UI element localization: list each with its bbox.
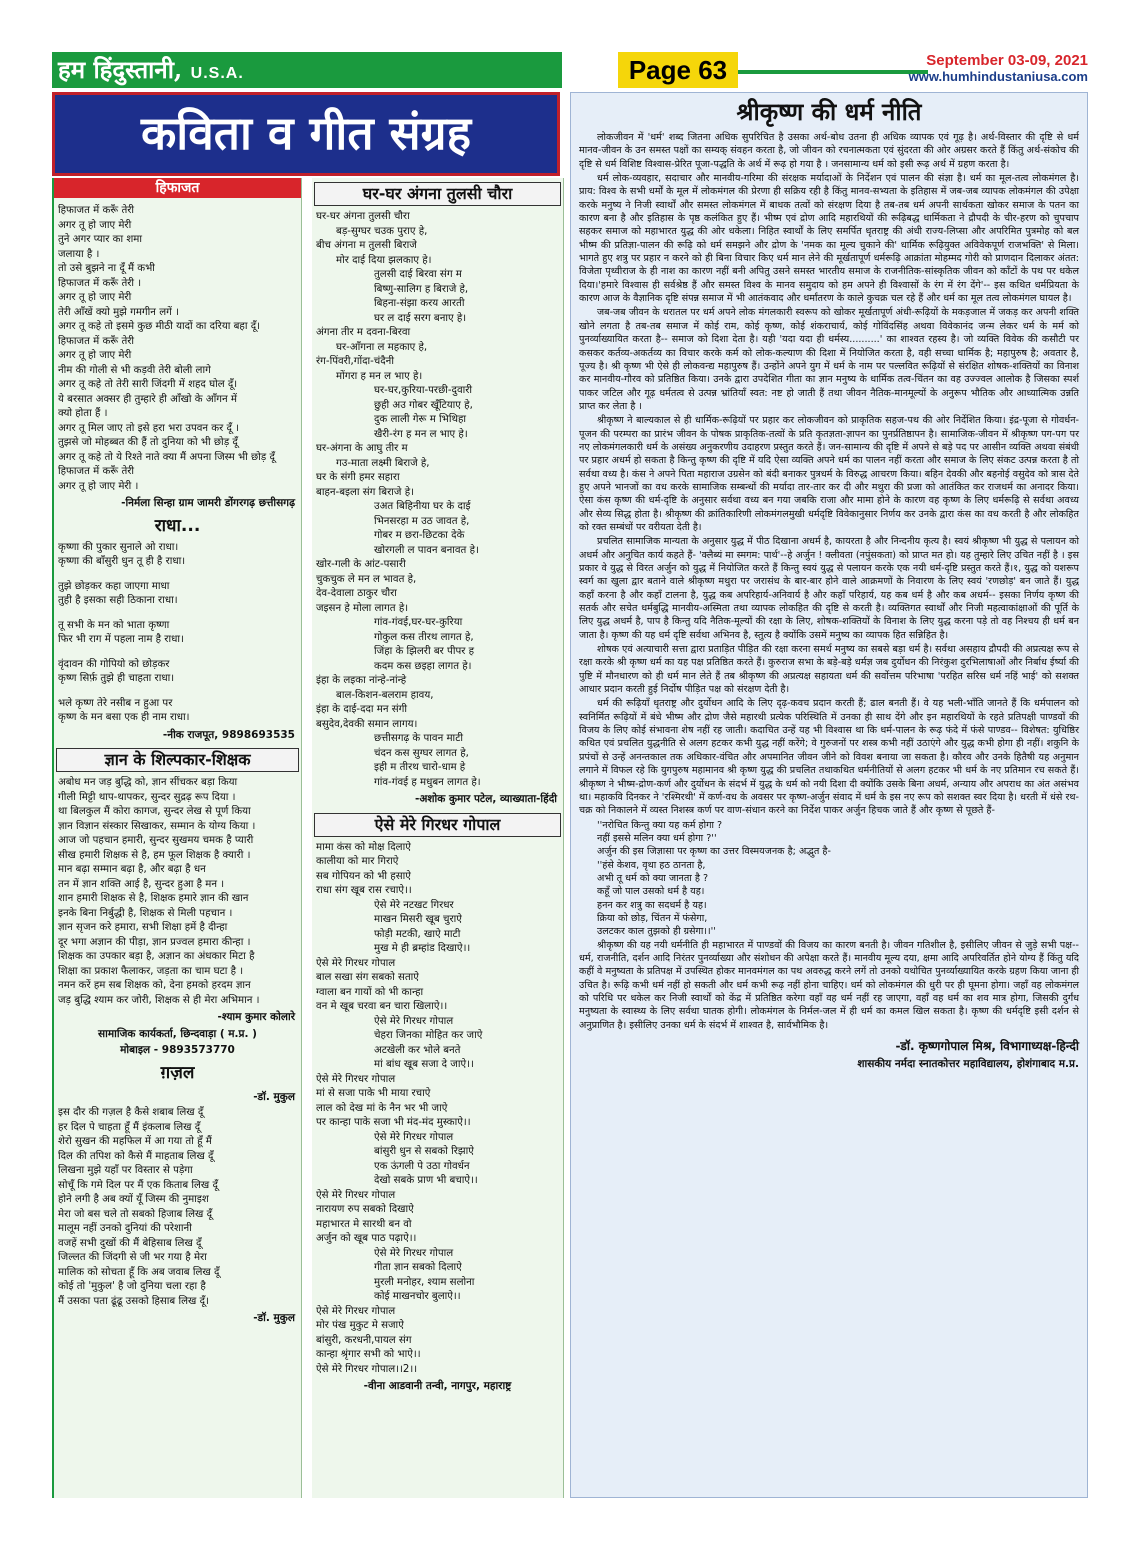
poem-line: रंग-पिंवरी,गोंदा-चंदैनी (316, 356, 394, 367)
poem-line: खोरगली ल पावन बनावत हे। (374, 544, 479, 556)
poem-line: लिखना मुझे यहाँ पर विस्तार से पड़ेगा (58, 1165, 193, 1176)
poem-line: नमन करें हम सब शिक्षक को, देना हमको हरदम ज्ञान (58, 980, 251, 991)
poem-line: फोड़ी मटकी, खाऐ माटी (374, 928, 461, 940)
article-author: -डॉ. कृष्णगोपाल मिश्र, विभागाध्यक्ष-हिन्दी (895, 1039, 1079, 1054)
poem-line: हिफाजत में करूँ तेरी (58, 466, 135, 477)
poem-line: तू सभी के मन को भाता कृष्णा (58, 619, 170, 631)
poem-line: वृंदावन की गोपियो को छोड़कर (58, 658, 170, 670)
poem-line: घर-अंगना के आघु तीर म (316, 443, 408, 454)
poem-line: ऐसे मेरे गिरधर गोपाल (374, 1247, 454, 1259)
poem-line: घर ल दाई सरग बनाए हे। (374, 312, 467, 324)
poem-line: इही म तीरथ चारो-धाम हे (374, 762, 466, 773)
poem-line: गोकुल कस तीरथ लागत हे, (374, 631, 474, 643)
poem-signature: -श्याम कुमार कोलारे (217, 1011, 295, 1023)
poem-title-ghazal: ग़ज़ल (160, 1062, 195, 1083)
poem-signature-phone: मोबाइल - 9893573770 (120, 1044, 235, 1056)
poem-line: बीच अंगना म तुलसी बिराजे (316, 240, 417, 251)
poem-line: भिनसरहा म उठ जावत हे, (374, 515, 470, 527)
poem-line: घर-घर,कुरिया-परछी-दुवारी (374, 385, 473, 396)
poem-signature-role: सामाजिक कार्यकर्ता, छिन्दवाड़ा ( म.प्र. ) (98, 1027, 257, 1040)
brand-name: हम हिंदुस्तानी, (58, 55, 183, 84)
poem-line: महाभारत मे सारथी बन वो (316, 1218, 412, 1230)
article-paragraph: लोकजीवन में 'धर्म' शब्द जितना अधिक सुपरिचित है उसका अर्थ-बोध उतना ही अधिक व्यापक एवं गूढ़ है। अर्थ-विस्तार की दृष्टि से धर्म मानव-जीवन के उन समस्त पक्षों का सम्यक् संवहन करता है, जो जीवन को रचनात्मकता एवं सुंदरता की ओर अग्रसर करते हैं किंतु अर्थ-संकोच की दृष्टि से धर्म विशिष्ट विश्वास-प्रेरित पूजा-पद्धति के अर्थ में रूढ़ हो गया है । जनसामान्य धर्म को इसी रूढ़ अर्थ में ग्रहण करता है। (579, 132, 1079, 170)
poem-line: जिल्लत की जिंदगी से जी भर गया है मेरा (58, 1252, 207, 1263)
poem-title-radha: राधा... (154, 515, 201, 536)
poem-line: बाल सखा संग सबको सताऐ (316, 972, 419, 983)
header-rule (738, 70, 928, 74)
poem-line: दुक लाली गेरू म भिथिहा (374, 414, 467, 425)
poem-hifazat (54, 204, 301, 494)
poem-line: छत्तीसगढ़ के पावन माटी (374, 733, 463, 744)
quote-line: अर्जुन की इस जिज्ञासा पर कृष्ण का उत्तर विस्मयजनक है; अद्भुत है- (597, 846, 831, 858)
poem-line: ऐसे मेरे गिरधर गोपाल (316, 1189, 396, 1201)
article-paragraph: श्रीकृष्ण ने बाल्यकाल से ही धार्मिक-रूढ़ियों पर प्रहार कर लोकजीवन को प्राकृतिक सहज-पथ की ओर निर्देशित किया। इंद्र-पूजा से गोवर्धन-पूजन की परम्परा का प्रारंभ जीवन के पोषक प्राकृतिक-तत्वों के प्रति कृतज्ञता-ज्ञापन का पुनर्प्रतिष्ठापन है। सामाजिक-जीवन में श्रीकृष्ण पग-पग पर नए लोकमंगलकारी धर्म के असंख्य अनुकरणीय उदाहरण प्रस्तुत करते हैं। जन-सामान्य की दृष्टि में अपने से बड़े पद पर आसीन व्यक्ति अथवा संबंधी पर प्रहार अधर्म हो सकता है किन्तु कृष्ण की दृष्टि में यदि ऐसा व्यक्ति अपने धर्म का पालन नहीं करता और समाज के लिए संकट उत्पन्न करता है तो सर्वथा वध्य है। कंस ने अपने पिता महाराज उग्रसेन को बंदी बनाकर पुत्रधर्म के विरुद्ध आचरण किया। बहिन देवकी और बहनोई वसुदेव को त्रास देते हुए अपने भानजों का वध करके सामाजिक सम्बन्धों की मर्यादा तार-तार कर दी और मथुरा की प्रजा को आतंकित कर राजधर्म का अनादर किया। ऐसा कंस कृष्ण की धर्म-दृष्टि के अनुसार सर्वथा वध्य बन गया जबकि राजा और मामा होने के कारण वह कृष्ण के लिए धर्मरूढ़ि से सर्वथा अवध्य और सेव्य सिद्ध होता है। श्रीकृष्ण की क्रांतिकारिणी लोकमंगलमुखी धर्मदृष्टि विवेकानुसार निर्णय कर उनके द्वारा कंस का वध करती है और लोकहित को रक्त सम्बंधों पर वरीयता देती है। (579, 415, 1079, 533)
stanza-gap (58, 687, 297, 697)
poem-line: जइसन हे मोला लागत हे। (316, 602, 409, 614)
poem-line: अगर तू कहे तो ये रिश्ते नाते क्या मैं अपना जिस्म भी छोड़ दूँ (58, 451, 275, 463)
poem-line: नारायण रुप सबको दिखाऐ (316, 1204, 414, 1215)
article-affiliation: शासकीय नर्मदा स्नातकोत्तर महाविद्यालय, होशंगाबाद म.प्र. (857, 1057, 1079, 1070)
poem-line: क्यो होता हैं । (58, 408, 108, 419)
poem-line: अगर तू मिल जाए तो इसे हरा भरा उपवन कर दूँ । (58, 422, 240, 434)
poem-line: आज जो पहचान हमारी, सुन्दर सुखमय चमक है प्यारी (58, 835, 254, 846)
column-article (570, 92, 1088, 1498)
poem-line: हिफाजत में करूँ तेरी (58, 205, 135, 216)
poem-line: तुझसे जो मोहब्बत की हैं तो दुनिया को भी छोड़ दूँ (58, 437, 238, 448)
poem-line: बिहना-संझा करय आरती (374, 298, 465, 309)
poem-line: मालिक को सोचता हूँ कि अब जवाब लिख दूँ (58, 1266, 220, 1278)
poem-line: बांसुरी धुन से सबको रिझाऐ (374, 1146, 474, 1157)
poem-line: कान्हा श्रृंगार सभी को भाऐ।। (316, 1349, 421, 1360)
poem-line: तुझे छोड़कर कहा जाएगा माधा (58, 580, 170, 592)
poem-line: ऐसे मेरे गिरधर गोपाल।।2।। (316, 1363, 418, 1375)
poem-line: घर-घर अंगना तुलसी चौरा (316, 211, 410, 222)
poem-line: तुने अगर प्यार का शमा (58, 234, 143, 245)
poem-line: ज्ञान विज्ञान संस्कार सिखाकर, सम्मान के योग्य किया । (58, 820, 256, 832)
poem-gyan (54, 776, 301, 1008)
poem-line: बाहन-बइला संग बिराजे हे। (316, 486, 414, 498)
poem-signature: -निर्मला सिन्हा ग्राम जामरी डोंगरगढ़ छत्तीसगढ़ (121, 497, 295, 509)
poem-line: अबोध मन जड़ बुद्धि को, ज्ञान सींचकर बड़ा किया (58, 777, 238, 788)
poem-line: शेरो सुखन की महफिल में आ गया तो हूँ मैं (58, 1136, 212, 1147)
poem-line: गांव-गंवई,घर-घर-कुरिया (374, 617, 463, 628)
poem-line: छुही अउ गोबर खूँटियाए हे, (374, 399, 473, 411)
section-banner: कविता व गीत संग्रह (52, 92, 560, 176)
poem-line: भले कृष्ण तेरे नसीब न हुआ पर (58, 697, 173, 709)
poem-line: जिंहा के झिलरी बर पीपर ह (374, 646, 475, 657)
poem-signature: -नीक राजपूत, 9898693535 (162, 728, 295, 741)
quote-line: हनन कर शत्रु का सदधर्म है यह। (597, 899, 707, 911)
poem-line: खोर-गली के आंट-पसारी (316, 559, 406, 570)
poem-line: कालीया को मार गिराऐ (316, 856, 399, 867)
poem-line: अगर तू कहे तो इसमे कुछ मीठी यादों का दरिया बहा दूँ। (58, 321, 260, 332)
poem-line: लाल को देख मां के नैन भर भी जाऐ (316, 1102, 448, 1114)
poem-line: मोर दाई दिया झलकाए हे। (336, 254, 432, 266)
poem-line: मान बढ़ा सम्मान बढ़ा है, और बढ़ा है धन (58, 864, 206, 875)
poem-line: मेरा जो बस चले तो सबको हिजाब लिख दूँ (58, 1208, 213, 1220)
poem-line: वजहें सभी दुखों की मैं बेहिसाब लिख दूँ (58, 1237, 202, 1249)
article-closing: श्रीकृष्ण की यह नयी धर्मनीति ही महाभारत में पाण्डवों की विजय का कारण बनती है। जीवन गतिशील है, इसीलिए जीवन से जुड़े सभी पक्ष-- धर्म, राजनीति, दर्शन आदि निरंतर पुनर्व्याख्या और संशोधन की अपेक्षा करते हैं। मानवीय मूल्य दया, क्षमा आदि अपरिवर्तित होने योग्य हैं किंतु यदि कहीं वे मनुष्यता के प्रतिपक्ष में उपस्थित होकर मानवमंगल का पथ अवरुद्ध करने लगें तो उनको यथोचित पुनर्व्याख्यायित करके ग्रहण किया जाना ही उचित है। रूढ़ि कभी धर्म नहीं हो सकती और धर्म कभी रूढ़ नहीं होना चाहिए। धर्म को लोकमंगल की धुरी पर ही घूमना होगा। जहाँ वह लोकमंगल को परिधि पर धकेल कर निजी स्वार्थों को केंद्र में प्रतिष्ठित करेगा वहाँ वह धर्म नहीं रह जाएगा, वहाँ वह धर्म का शव मात्र होगा, जिसकी दुर्गंध मनुष्यता के स्वास्थ्य के लिए सर्वथा घातक होगी। लोकमंगल के निर्मल-जल में ही धर्म का कमल खिल सकता है। कृष्ण की धर्मदृष्टि इसी दर्शन से अनुप्राणित है। इसीलिए उनका धर्म के संदर्भ में शाश्वत है, सार्वभौमिक है। (579, 939, 1079, 1031)
poem-line: मोंगरा ह मन ल भाए हे। (336, 370, 423, 382)
poem-line: तन में ज्ञान शक्ति आई है, सुन्दर हुआ है मन । (58, 878, 225, 890)
poem-line: गांव-गंवई ह मधुबन लागत हे। (374, 776, 481, 788)
poem-line: घर-आँगना ल महकाए हे, (336, 341, 428, 353)
poem-line: मोर पंख मुकुट मे सजाऐ (316, 1320, 404, 1331)
masthead (52, 52, 1088, 90)
article-title: श्रीकृष्ण की धर्म नीति (736, 98, 922, 126)
quote-line: नहीं इससे मलिन क्या धर्म होगा ?'' (597, 832, 717, 844)
poem-line: सीख हमारी शिक्षक से है, हम फूल शिक्षक है क्यारी । (58, 849, 251, 861)
poem-line: ये बरसात अक्सर ही तुम्हारे ही आँखो के आँगन में (58, 393, 237, 405)
poem-line: कदम कस छइहा लागत हे। (374, 660, 472, 672)
poem-line: होने लगी है अब क्यों यूँ जिस्म की नुमाइश (58, 1194, 209, 1205)
poem-line: सोचूँ कि गमे दिल पर मैं एक किताब लिख दूँ (58, 1179, 218, 1191)
poem-line: गीता ज्ञान सबको दिलाऐ (374, 1262, 462, 1273)
poem-line: मां बांध खूब सजा दे जाऐ।। (374, 1059, 474, 1070)
stanza-gap (58, 570, 297, 580)
poem-line: ऐसे मेरे गिरधर गोपाल (316, 957, 396, 969)
article-quote (571, 819, 1087, 939)
poem-title-hifazat: हिफाजत (54, 178, 301, 198)
poem-line: अगर तू हो जाए मेरी । (58, 480, 139, 492)
poem-signature: -अशोक कुमार पटेल, व्याख्याता-हिंदी (415, 793, 557, 805)
poem-line: बांसुरी, करधनी,पायल संग (316, 1334, 412, 1346)
quote-line: ''हंसे केशव, वृथा हठ ठानता है, (597, 859, 706, 871)
poem-line: हिफाजत में करूँ तेरी । (58, 277, 142, 289)
poem-line: दिल की तपिश को कैसे मैं माहताब लिख दूँ (58, 1150, 214, 1162)
poem-line: शिक्षा का प्रकाश फैलाकर, जड़ता का चाम घटा है । (58, 965, 244, 977)
poem-line: बसुदेव,देवकी समान लागय। (316, 718, 418, 730)
article-paragraph: प्रचलित सामाजिक मान्यता के अनुसार युद्ध में पीठ दिखाना अधर्म है, कायरता है और निन्दनीय कृत्य है। स्वयं श्रीकृष्ण भी युद्ध से पलायन को अधर्म और अनुचित कार्य कहते हैं- 'क्लैब्यं मा स्मगम: पार्थ'--हे अर्जुन ! क्लीवता (नपुंसकता) को प्राप्त मत हो। यह तुम्हारे लिए उचित नहीं है । इस प्रकार वे युद्ध से विरत अर्जुन को युद्ध में नियोजित करते हैं किन्तु स्वयं युद्ध से पलायन करके एक नयी धर्म-दृष्टि प्रस्तुत करते हैं।१, युद्ध को यशरूप स्वर्ग का खुला द्वार बताने वाले श्रीकृष्ण मथुरा पर जरासंध के बार-बार होने वाले आक्रमणों के निवारण के लिए स्वयं 'रणछोड़' बन जाते हैं। युद्ध कहाँ करना है और कहाँ टालना है, युद्ध कब अपरिहार्य-अनिवार्य है और कहाँ परिहार्य, यह कब धर्म है और कब अधर्म-- इसका निर्णय कृष्ण की सतर्क और सचेत धर्मबुद्धि मानवीय-अस्मिता तथा व्यापक लोकहित की दृष्टि से करती है। व्यक्तिगत स्वार्थों और निजी महत्वाकांक्षाओं की पूर्ति के लिए युद्ध अधर्म है, पाप है किन्तु यदि नैतिक-मूल्यों की रक्षा के लिए, शोषक-शक्तियों के विनाश के लिए युद्ध करना पड़े तो वह निश्चय ही धर्म बन जाता है। कृष्ण की यह धर्म दृष्टि सर्वथा अभिनव है, स्तुत्य है क्योंकि उसमें मनुष्य का व्यापक हित सन्निहित है। (579, 536, 1079, 641)
poem-line: अगर तू हो जाए मेरी (58, 219, 132, 231)
poem-line: तुही है इसका सही ठिकाना राधा। (58, 595, 178, 606)
poem-line: देव-देवाला ठाकुर चौरा (316, 588, 397, 599)
poem-line: कृष्ण के मन बसा एक ही नाम राधा। (58, 712, 190, 723)
poem-line: उअत बिहिनीया घर के दाई (374, 501, 471, 512)
poem-line: इंहा के दाई-ददा मन संगी (316, 704, 408, 715)
poem-line: था बिलकुल मैं कोरा कागज, सुन्दर लेख से पूर्ण किया (58, 806, 251, 817)
poem-line: शान हमारी शिक्षक से है, शिक्षक हमारे ज्ञान की खान (58, 893, 249, 904)
brand-suffix: U.S.A. (190, 65, 244, 82)
poem-title-girdhar: ऐसे मेरे गिरधर गोपाल (314, 813, 561, 837)
poem-line: कोई माखनचोर बुलाऐ।। (374, 1291, 461, 1302)
poem-line: खैरी-रंग ह मन ल भाए हे। (374, 428, 468, 440)
quote-line: कहूँ जो पाल उसको धर्म है यह। (597, 886, 705, 898)
poem-line: हिफाजत में करूँ तेरी (58, 335, 135, 347)
poem-line: कोई तो 'मुकुल' है जो दुनिया चला रहा है (58, 1281, 206, 1292)
poem-line: अंगना तीर म दवना-बिरवा (316, 327, 411, 338)
article-paragraph: शोषक एवं अत्याचारी सत्ता द्वारा प्रताड़ित पीड़ित की रक्षा करना समर्थ मनुष्य का सबसे बड़ा धर्म है। सर्वथा असहाय द्रौपदी की अप्रत्यक्ष रूप से रक्षा करके श्री कृष्ण धर्म का यह पक्ष प्रतिष्ठित करते हैं। कुरुराज सभा के बड़े-बड़े धर्मज्ञ जब दुर्योधन की निरंकुश दुरभिलाषाओं और निर्बाध ईर्ष्या की पुष्टि में मौनधारण को ही धर्म मान लेते हैं तब श्रीकृष्ण की अप्रत्यक्ष सहायता धर्म की सर्वोत्तम परिभाषा 'परहित सरिस धर्म नहिं भाई' को सशक्त आधार प्रदान करती हुई निर्दोष पीड़ित पक्ष को संरक्षण देती है। (579, 644, 1079, 696)
poem-ghazal (54, 1106, 301, 1309)
poem-line: कृष्ण सिर्फ़ तुझे ही चाहता राधा। (58, 673, 175, 684)
article-paragraph: धर्म की रूढ़ियाँ धृतराष्ट्र और दुर्योधन आदि के लिए दृढ़-कवच प्रदान करती हैं; ढाल बनती हैं। वे यह भली-भाँति जानते हैं कि धर्मपालन को स्वनिर्मित रूढ़ियों में बंधे भीष्म और द्रोण जैसे महारथी प्रत्येक परिस्थिति में उनका ही साथ देंगे और इन महारथियों के रहते प्रतिपक्षी पाण्डवों की विजय के लिए कोई संभावना शेष नहीं रह जाती। कदाचित उन्हें यह भी विश्वास था कि धर्म-पालन के रूढ़ फंदे में फंसे पाण्डव-- विशेषत: युधिष्ठिर कथित एवं प्रचलित युद्धनीति से अलग हटकर कभी युद्ध नहीं करेंगे; वे गुरुजनों पर शस्त्र कभी नहीं उठाएंगे और युद्ध कभी होगा ही नहीं। शकुनि के प्रपंचों से उन्हें अनन्तकाल तक अधिकार-वंचित और अपमानित जीवन जीने को विवश बनाया जा सकता है। कौरव और उनके हितैषी यह अनुमान लगाने में विफल रहे कि युगपुरुष महामानव श्री कृष्ण युद्ध की प्रचलित तथाकथित धर्मनीतियों से अलग हटकर भी धर्म के नए प्रतिमान रच सकते हैं। श्रीकृष्ण ने भीष्म-द्रोण-कर्ण और दुर्योधन के संदर्भ में युद्ध के धर्म को नयी दिशा दी क्योंकि उसके बिना अधर्म, अन्याय और अपराध का अंत असंभव था। महाकवि दिनकर ने 'रश्मिरथी' में कर्ण-वध के अवसर पर कृष्ण-अर्जुन संवाद में धर्म के इस नए रूप को सशक्त स्वर दिया है। धरती में धंसे रथ-चक्र को निकालने में व्यस्त निशस्त्र कर्ण पर वाण-संधान करने का निर्देश पाकर अर्जुन हिचक जाते हैं और कृष्ण से पूछते हैं- (579, 698, 1079, 817)
poem-line: ऐसे मेरे गिरधर गोपाल (316, 1305, 396, 1317)
poem-line: बड़-सुग्घर चउक पुराए हे, (336, 225, 428, 237)
column-left (52, 178, 302, 1498)
stanza-gap (58, 648, 297, 658)
poem-line: ऐसे मेरे नटखट गिरधर (374, 899, 454, 911)
poem-line: कृष्णा की पुकार सुनाले ओ राधा। (58, 541, 179, 553)
brand-bar (52, 52, 562, 88)
poem-title-tulsi: घर-घर अंगना तुलसी चौरा (314, 182, 561, 206)
poem-line: मुरली मनोहर, श्याम सलोना (374, 1276, 475, 1288)
poem-line: अगर तू हो जाए मेरी (58, 350, 132, 361)
poem-line: माखन मिसरी खूब चुराऐ (374, 914, 462, 925)
poem-line: अगर तू हो जाए मेरी (58, 292, 132, 303)
poem-line: गोबर म छरा-छिटका देके (374, 530, 465, 541)
poem-line: ऐसे मेरे गिरधर गोपाल (316, 1073, 396, 1085)
poem-line: मां से सजा पाके भी माया रचाऐ (316, 1088, 431, 1099)
quote-line: उलटकर काल तुझको ही ग्रसेगा।।'' (597, 926, 716, 938)
poem-line: अर्जुन को खूब पाठ पढ़ाऐ।। (316, 1233, 417, 1244)
poem-line: बिष्णु-सालिग ह बिराजे हे, (374, 283, 469, 295)
poem-line: मामा कंस को मोक्ष दिलाऐ (316, 841, 411, 853)
poem-author-top: -डॉ. मुकुल (253, 1090, 295, 1103)
poem-line: शिक्षक का उपकार बड़ा है, अज्ञान का अंधकार मिटा है (58, 951, 255, 962)
poem-radha (54, 541, 301, 726)
poem-line: कृष्णा की बाँसुरी धुन तू ही है राधा। (58, 556, 186, 567)
poem-line: एक ऊंगली पे उठा गोवर्धन (374, 1160, 470, 1172)
poem-line: ग्वाला बन गायों को भी कान्हा (316, 986, 424, 998)
poem-line: इस दौर की गज़ल है कैसे शबाब लिख दूँ (58, 1107, 204, 1118)
poem-line: सब गोपियन को भी हसाऐ (316, 870, 411, 882)
page-number: Page 63 (618, 52, 738, 88)
poem-line: इंहा के लइका नांन्हे-नांन्हे (316, 675, 407, 686)
poem-line: चेहरा जिनका मोहित कर जाऐ (374, 1030, 483, 1041)
issue-date: September 03-09, 2021 (926, 52, 1088, 69)
poem-line: जलाया है । (58, 248, 100, 260)
column-middle (312, 178, 564, 1498)
poem-line: ऐसे मेरे गिरधर गोपाल (374, 1131, 454, 1143)
poem-line: ज्ञान सृजन करे हमारा, सभी शिक्षा हमें है दीन्हा (58, 922, 228, 933)
poem-line: वन मे खूब चरवा बन चारा खिलाऐ।। (316, 1001, 448, 1012)
poem-line: राधा संग खूब रास रचाऐ।। (316, 885, 412, 896)
poem-line: मुख मे ही ब्रम्हांड दिखाऐ।। (374, 943, 471, 954)
poem-girdhar (312, 841, 563, 1378)
poem-line: तेरी आँखें क्यो मुझे गमगीन लगें । (58, 306, 179, 318)
quote-line: ''नरोचित किन्तु क्या यह कर्म होगा ? (597, 819, 723, 831)
poem-line: मैं उसका पता ढूंढू उसको हिसाब लिख दूँ। (58, 1295, 209, 1307)
quote-line: अभी तू धर्म को क्या जानता है ? (597, 872, 709, 884)
poem-line: घर के संगी हमर सहारा (316, 472, 400, 483)
poem-line: बाल-किशन-बलराम हावय, (336, 689, 434, 701)
poem-line: तो उसे बुझने ना दूँ मैं कभी (58, 263, 155, 274)
poem-line: पर कान्हा पाके सजा भी मंद-मंद मुस्काऐ।। (316, 1117, 471, 1128)
article-body (571, 131, 1087, 818)
poem-tulsi (312, 210, 563, 790)
poem-line: इनके बिना निर्बुद्धी है, शिक्षक से मिली पहचान । (58, 907, 233, 919)
poem-line: गीली मिट्टी थाप-थापकर, सुन्दर सुद्रढ़ रूप दिया । (58, 791, 236, 803)
poem-title-gyan: ज्ञान के शिल्पकार-शिक्षक (56, 748, 299, 772)
poem-line: नीम की गोली से भी कड़वी तेरी बोली लागे (58, 364, 211, 376)
stanza-gap (58, 609, 297, 619)
poem-line: अगर तू कहे तो तेरी सारी जिंदगी में शहद घोल दूँ। (58, 379, 238, 390)
poem-line: फिर भी राग में पहला नाम है राधा। (58, 634, 184, 645)
poem-line: दूर भगा अज्ञान की पीड़ा, ज्ञान प्रज्वल हमारा कीन्हा । (58, 936, 251, 948)
article-paragraph: जब-जब जीवन के धरातल पर धर्म अपने लोक मंगलकारी स्वरूप को खोकर मूर्खतापूर्ण अंधी-रूढ़ियों के मकड़जाल में जकड़ कर अपनी शक्ति खोने लगता है तब-तब समाज में कोई राम, कोई कृष्ण, कोई शंकराचार्य, कोई गोविंदसिंह अथवा विवेकानंद जन्म लेकर धर्म के मर्म को पुनर्व्याख्यायित करता है-- समाज को दिशा देता है। यही 'यदा यदा ही धर्मस्य..........' का शाश्वत रहस्य है। जो व्यक्ति विवेक की कसौटी पर कसकर कर्तव्य-अकर्तव्य का विचार करके कर्म को लोक-कल्याण की दिशा में नियोजित करता है, वही सच्चा धार्मिक है; महापुरुष है; अवतार है, पूज्य है। श्री कृष्ण भी ऐसे ही लोकवन्द्य महापुरुष हैं। उन्होंने अपने युग में धर्म के नाम पर पल्लवित रूढ़ियों से संरक्षित शोषक-शक्तियों का विनाश कर मानवीय-गौरव को प्रतिष्ठित किया। उनके द्वारा उपदेशित गीता का ज्ञान मनुष्य के धार्मिक तत्व-चिंतन का वह उज्ज्वल आलोक है जिसका स्पर्श पाकर जटिल और गूढ़ धर्मतत्व से उत्पन्न भ्रांतियाँ स्वत: नष्ट हो जाती हैं तथा जीवन नैतिक-मानमूल्यों के अनुरूप भौतिक और आध्यात्मिक उन्नति प्राप्त कर लेता है । (579, 307, 1079, 412)
website-link[interactable]: www.humhindustaniusa.com (908, 69, 1088, 84)
quote-line: क्रिया को छोड़, चिंतन में फंसेगा, (597, 912, 708, 924)
poem-line: जड़ बुद्धि श्याम कर जोरी, शिक्षक से ही मेरा अभिमान । (58, 994, 260, 1006)
poem-line: देखो सबके प्राण भी बचाऐ।। (374, 1175, 478, 1186)
poem-line: चुकचुक ले मन ल भावत हे, (316, 573, 417, 585)
poem-signature: -वीना आडवानी तन्वी, नागपुर, महाराष्ट्र (363, 1380, 512, 1392)
poem-line: ऐसे मेरे गिरधर गोपाल (374, 1015, 454, 1027)
dateline (909, 52, 1088, 84)
poem-line: तुलसी दाई बिरवा संग म (374, 269, 462, 280)
poem-author-bottom: -डॉ. मुकुल (253, 1312, 295, 1324)
poem-line: गउ-माता लक्ष्मी बिराजे हे, (336, 457, 430, 469)
poem-line: मालूम नहीं उनको दुनियां की परेशानी (58, 1223, 192, 1234)
poem-line: चंदन कस सुग्घर लागत हे, (374, 747, 469, 759)
poem-line: अटखेली कर भोले बनते (374, 1044, 461, 1056)
article-paragraph: धर्म लोक-व्यवहार, सदाचार और मानवीय-गरिमा की संरक्षक मर्यादाओं के निर्देशन एवं पालन की संज्ञा है। धर्म का मूल-तत्व लोकमंगल है। प्राय: विश्व के सभी धर्मों के मूल में लोकमंगल की प्रेरणा ही सक्रिय रही है किंतु मानव-सभ्यता के इतिहास में जब-जब व्यापक लोकमंगल की उपेक्षा करके मनुष्य ने निजी स्वार्थों और समस्त लोकमंगल में बाधक तत्वों को संरक्षण दिया है तब-तब धर्म अपनी सार्थकता खोकर समाज के पतन का कारण बना है और इतिहास के पृष्ठ कलंकित हुए हैं। भीष्म एवं द्रोण आदि महारथियों की रूढ़िबद्ध धार्मिकता ने द्रौपदी के चीर-हरण को चुपचाप सहकर समाज को महाभारत युद्ध की ओर धकेला। निहित स्वार्थों के लिए समर्पित धृतराष्ट्र की अंधी राज्य-लिप्सा और अपरिमित पुत्रमोह को बल भीष्म की प्रतिज्ञा-पालन की रूढ़ि को धर्म समझने और द्रोण के 'नमक का मूल्य चुकाने की' धार्मिक रूढ़ियुक्त अविवेकपूर्ण राजभक्ति' से मिला। भागते हुए शत्रु पर प्रहार न करने को ही बिना विचार किए धर्म मान लेने की मूर्खतापूर्ण धर्मरूढ़ि आक्रांता मोहम्मद गोरी को प्राणदान दिलाकर अंतत: विजेता पृथ्वीराज के ही नाश का कारण नहीं बनी अपितु उसने समस्त भारतीय समाज के राजनीतिक-सांस्कृतिक जीवन को काँटों के पथ पर धकेल दिया।'हमारे विश्वास ही सर्वश्रेष्ठ हैं और समस्त विश्व के मानव समुदाय को हम अपने ही विश्वासों के रंग में रंग देंगे'-- इस कथित धर्मप्रियता के कारण आज के वैज्ञानिक दृष्टि संपन्न समाज में भी आतंकवाद और धर्मांतरण के काले कुचक्र चल रहे हैं और धर्म का मूल तत्व लोकमंगल घायल है। (579, 173, 1079, 305)
poem-line: हर दिल पे चाहता हूँ मैं इंकलाब लिख दूँ (58, 1121, 201, 1133)
